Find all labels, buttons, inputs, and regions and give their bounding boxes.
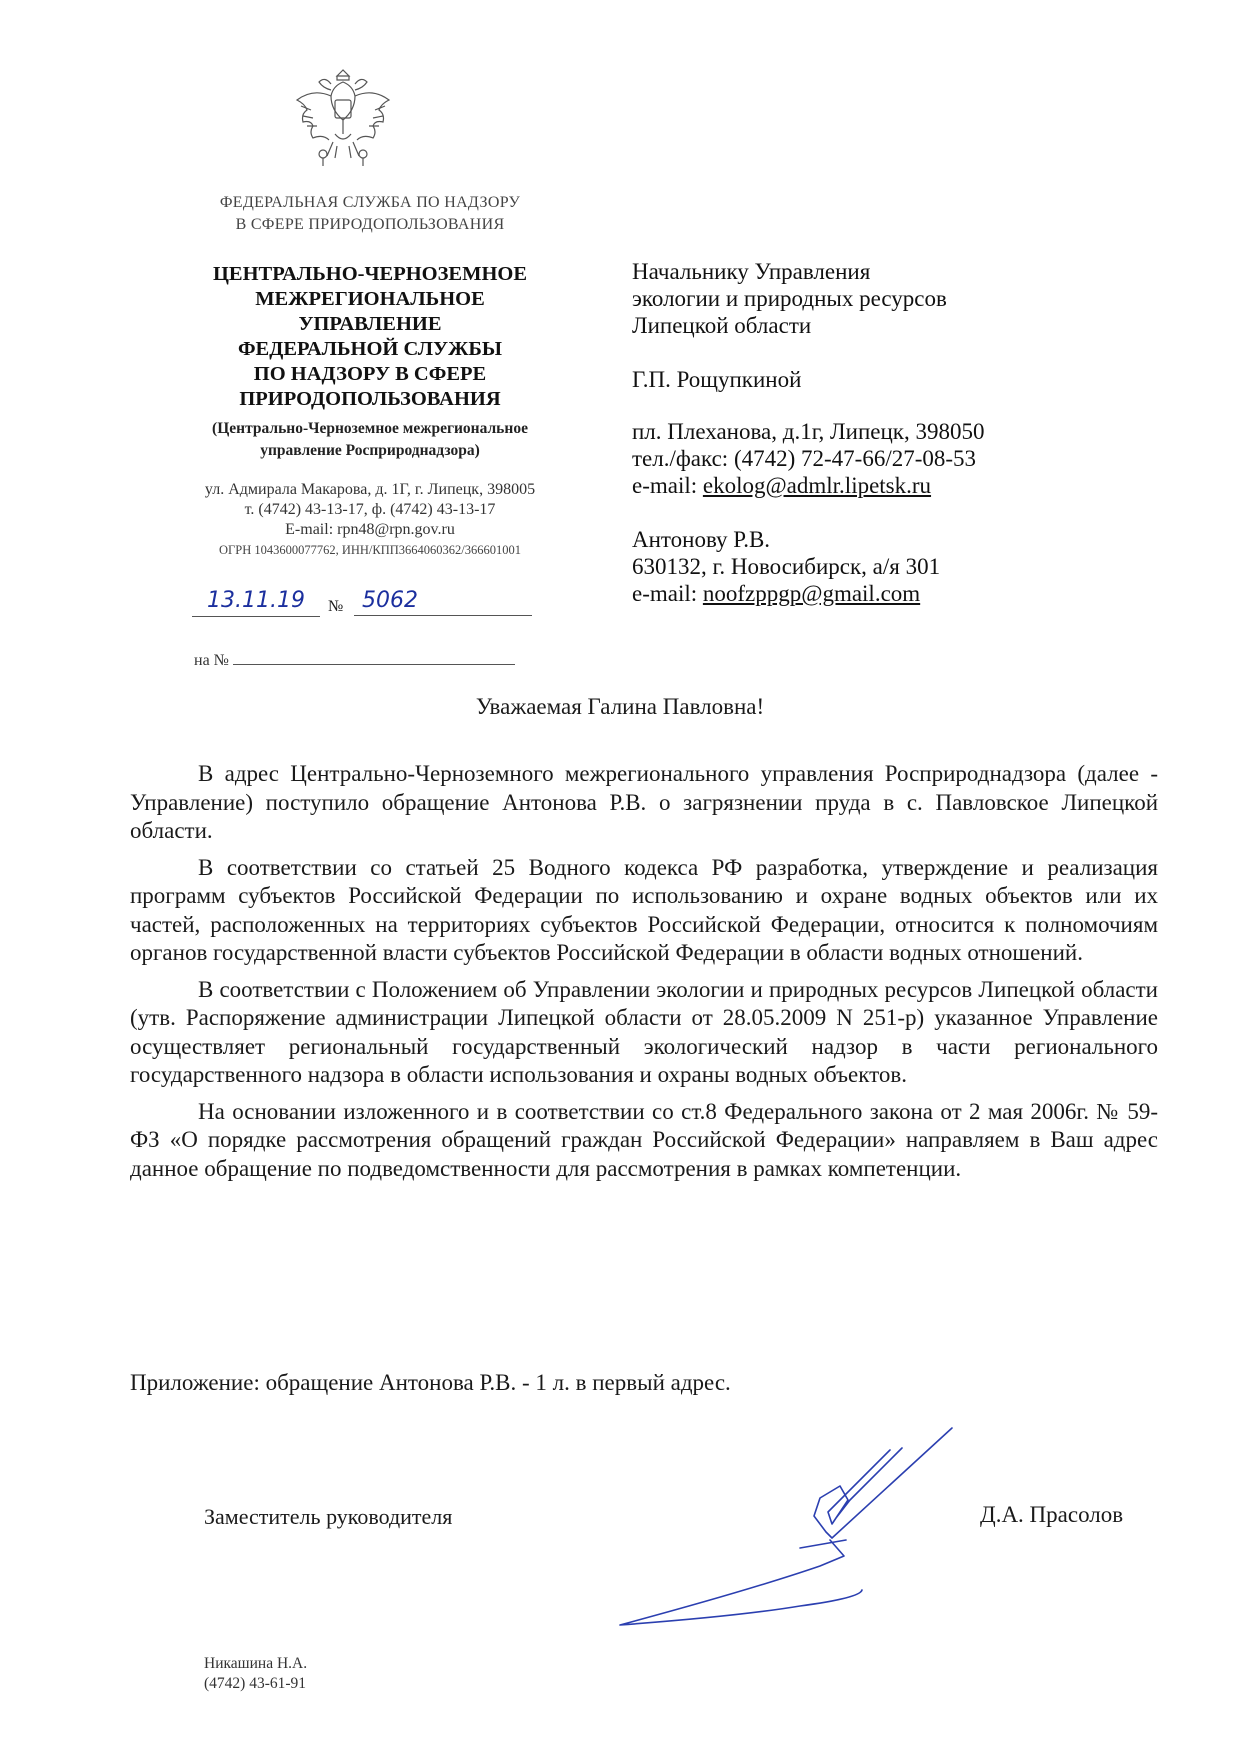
recipient-contacts xyxy=(632,418,1192,499)
signer-name: Д.А. Прасолов xyxy=(980,1502,1124,1527)
department-line: УПРАВЛЕНИЕ xyxy=(298,313,442,335)
letterhead-address: ул. Адмирала Макарова, д. 1Г, г. Липецк, 398005 xyxy=(204,481,536,498)
agency-line: В СФЕРЕ ПРИРОДОПОЛЬЗОВАНИЯ xyxy=(235,216,505,233)
reference-blank-line xyxy=(233,650,515,665)
recipient-address: пл. Плеханова, д.1г, Липецк, 398050 xyxy=(632,419,985,444)
executor-info xyxy=(204,1654,307,1694)
agency-header xyxy=(150,192,590,236)
letterhead-ogrn: ОГРН 1043600077762, ИНН/КПП3664060362/366601001 xyxy=(218,543,522,557)
letterhead-contacts xyxy=(150,480,590,560)
body-paragraph: На основании изложенного и в соответствии со ст.8 Федерального закона от 2 мая 2006г. № 59-ФЗ «О порядке рассмотрения обращений граждан Российской Федерации» направляем в Ваш адрес данное обращение по подведомственности для рассмотрения в рамках компетенции. xyxy=(130,1098,1158,1181)
second-recipient-email-row xyxy=(632,580,1192,607)
second-recipient-name: Антонову Р.В. xyxy=(632,527,771,552)
attachment-note: Приложение: обращение Антонова Р.В. - 1 л. в первый адрес. xyxy=(130,1370,731,1395)
department-line: ФЕДЕРАЛЬНОЙ СЛУЖБЫ xyxy=(237,338,503,360)
outgoing-registration xyxy=(192,588,532,624)
signer-title: Заместитель руководителя xyxy=(204,1504,453,1529)
recipient-line: Липецкой области xyxy=(632,313,812,338)
russian-coat-of-arms-icon xyxy=(292,62,394,172)
recipient-position xyxy=(632,258,1192,339)
second-recipient-address: 630132, г. Новосибирск, а/я 301 xyxy=(632,554,941,579)
department-line: МЕЖРЕГИОНАЛЬНОЕ xyxy=(255,288,485,310)
email-label: e-mail: xyxy=(632,581,703,606)
second-recipient-email-link[interactable]: noofzppgp@gmail.com xyxy=(702,581,921,606)
reference-number xyxy=(194,650,534,670)
signature-stroke xyxy=(620,1428,952,1625)
body-paragraph: В соответствии с Положением об Управлении экологии и природных ресурсов Липецкой области (утв. Распоряжение администрации Липецкой области от 28.05.2009 N 251-р) указанное Управление осуществляет региональный государственный экологический надзор в части регионального государственного надзора в области использования и охраны водных объектов. xyxy=(130,976,1158,1087)
letterhead-phone: т. (4742) 43-13-17, ф. (4742) 43-13-17 xyxy=(244,501,496,518)
department-line: ПРИРОДОПОЛЬЗОВАНИЯ xyxy=(239,388,501,410)
greeting: Уважаемая Галина Павловна! xyxy=(475,694,765,719)
body-paragraph: В соответствии со статьей 25 Водного кодекса РФ разработка, утверждение и реализация программ субъектов Российской Федерации по использованию и охране водных объектов или их частей, расположенных на территориях субъектов Российской Федерации, относится к полномочиям органов государственной власти субъектов Российской Федерации в области водных отношений. xyxy=(130,854,1158,965)
outgoing-number: 5062 xyxy=(354,588,532,616)
recipient-email-row xyxy=(632,472,1192,499)
department-short-name xyxy=(150,418,590,462)
handwritten-signature-icon xyxy=(600,1420,990,1630)
department-line: ПО НАДЗОРУ В СФЕРЕ xyxy=(253,363,487,385)
second-recipient xyxy=(632,526,1192,607)
recipient-name: Г.П. Рощупкиной xyxy=(632,367,802,392)
executor-name: Никашина Н.А. xyxy=(204,1655,308,1672)
agency-line: ФЕДЕРАЛЬНАЯ СЛУЖБА ПО НАДЗОРУ xyxy=(219,194,521,211)
recipient-phone: тел./факс: (4742) 72-47-66/27-08-53 xyxy=(632,446,977,471)
recipient-line: Начальнику Управления xyxy=(632,259,871,284)
letter-body xyxy=(130,760,1158,1191)
number-sign: № xyxy=(328,598,344,615)
department-name xyxy=(150,262,590,412)
body-paragraph: В адрес Центрально-Черноземного межрегионального управления Росприроднадзора (далее - Управление) поступило обращение Антонова Р.В. о загрязнении пруда в с. Павловское Липецкой области. xyxy=(130,761,1158,843)
reference-label: на № xyxy=(194,652,229,669)
email-label: e-mail: xyxy=(632,473,703,498)
recipient-email-link[interactable]: ekolog@admlr.lipetsk.ru xyxy=(702,473,932,498)
department-short-line: управление Росприроднадзора) xyxy=(260,442,480,459)
department-line: ЦЕНТРАЛЬНО-ЧЕРНОЗЕМНОЕ xyxy=(212,263,528,285)
recipient-line: экологии и природных ресурсов xyxy=(632,286,947,311)
letterhead-email: E-mail: rpn48@rpn.gov.ru xyxy=(285,521,455,538)
department-short-line: (Центрально-Черноземное межрегиональное xyxy=(212,420,528,437)
outgoing-date: 13.11.19 xyxy=(192,588,320,617)
executor-phone: (4742) 43-61-91 xyxy=(204,1675,307,1692)
